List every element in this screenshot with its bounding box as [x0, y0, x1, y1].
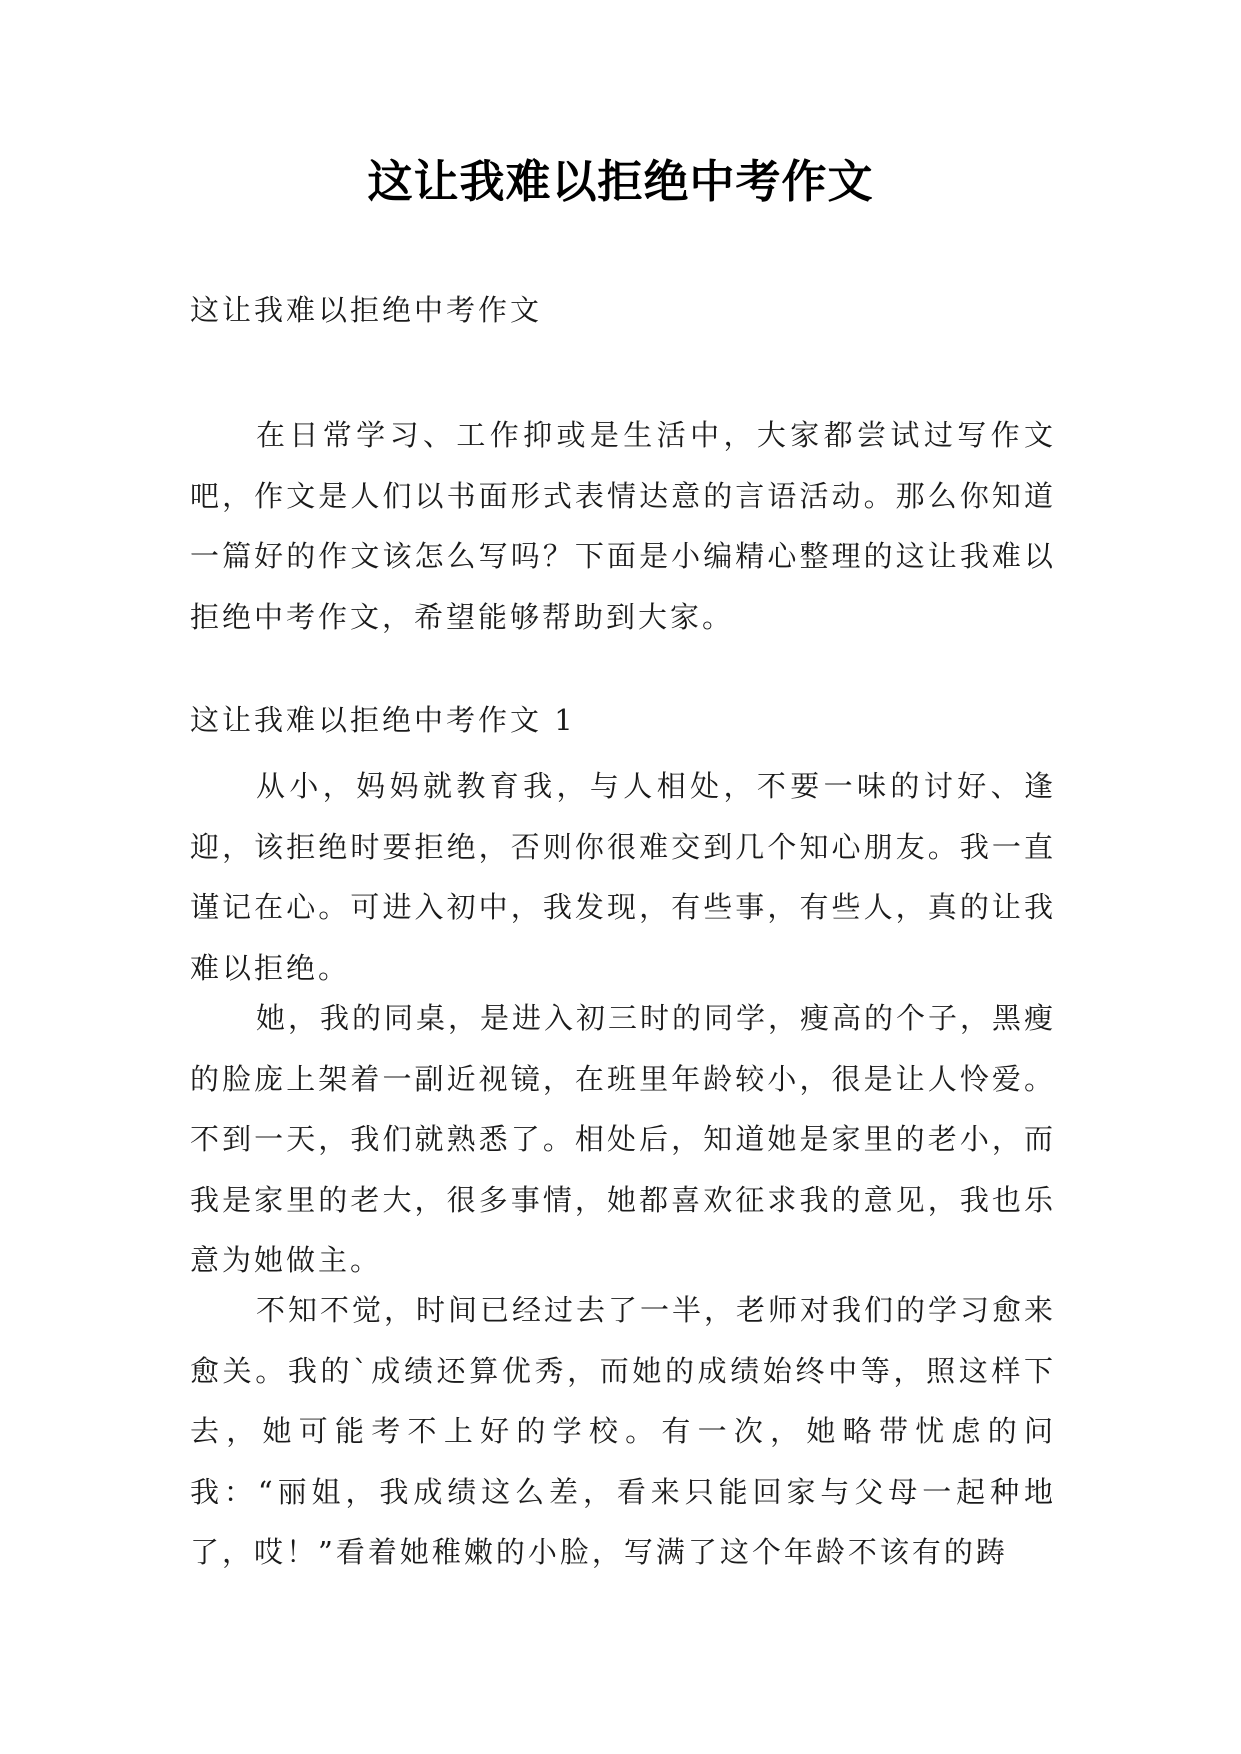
- document-title: 这让我难以拒绝中考作文: [367, 155, 874, 208]
- body-paragraph-1: 从小，妈妈就教育我，与人相处，不要一味的讨好、逢迎，该拒绝时要拒绝，否则你很难交到几个知心朋友。我一直谨记在心。可进入初中，我发现，有些事，有些人，真的让我难以拒绝。: [190, 769, 1056, 985]
- body-paragraph-2: 她，我的同桌，是进入初三时的同学，瘦高的个子，黑瘦的脸庞上架着一副近视镜，在班里年龄较小，很是让人怜爱。不到一天，我们就熟悉了。相处后，知道她是家里的老小，而我是家里的老大，很多事情，她都喜欢征求我的意见，我也乐意为她做主。: [190, 1001, 1057, 1277]
- section-title: 这让我难以拒绝中考作文 1: [190, 703, 576, 737]
- body-paragraph-3: 不知不觉，时间已经过去了一半，老师对我们的学习愈来愈关。我的`成绩还算优秀，而她的成绩始终中等，照这样下去，她可能考不上好的学校。有一次，她略带忧虑的问我：“丽姐，我成绩这么差，看来只能回家与父母一起种地了，哎！”看着她稚嫩的小脸，写满了这个年龄不该有的踌: [190, 1293, 1057, 1569]
- intro-paragraph: 在日常学习、工作抑或是生活中，大家都尝试过写作文吧，作文是人们以书面形式表情达意的言语活动。那么你知道一篇好的作文该怎么写吗？下面是小编精心整理的这让我难以拒绝中考作文，希望能够帮助到大家。: [190, 418, 1056, 634]
- document-subtitle: 这让我难以拒绝中考作文: [190, 293, 543, 327]
